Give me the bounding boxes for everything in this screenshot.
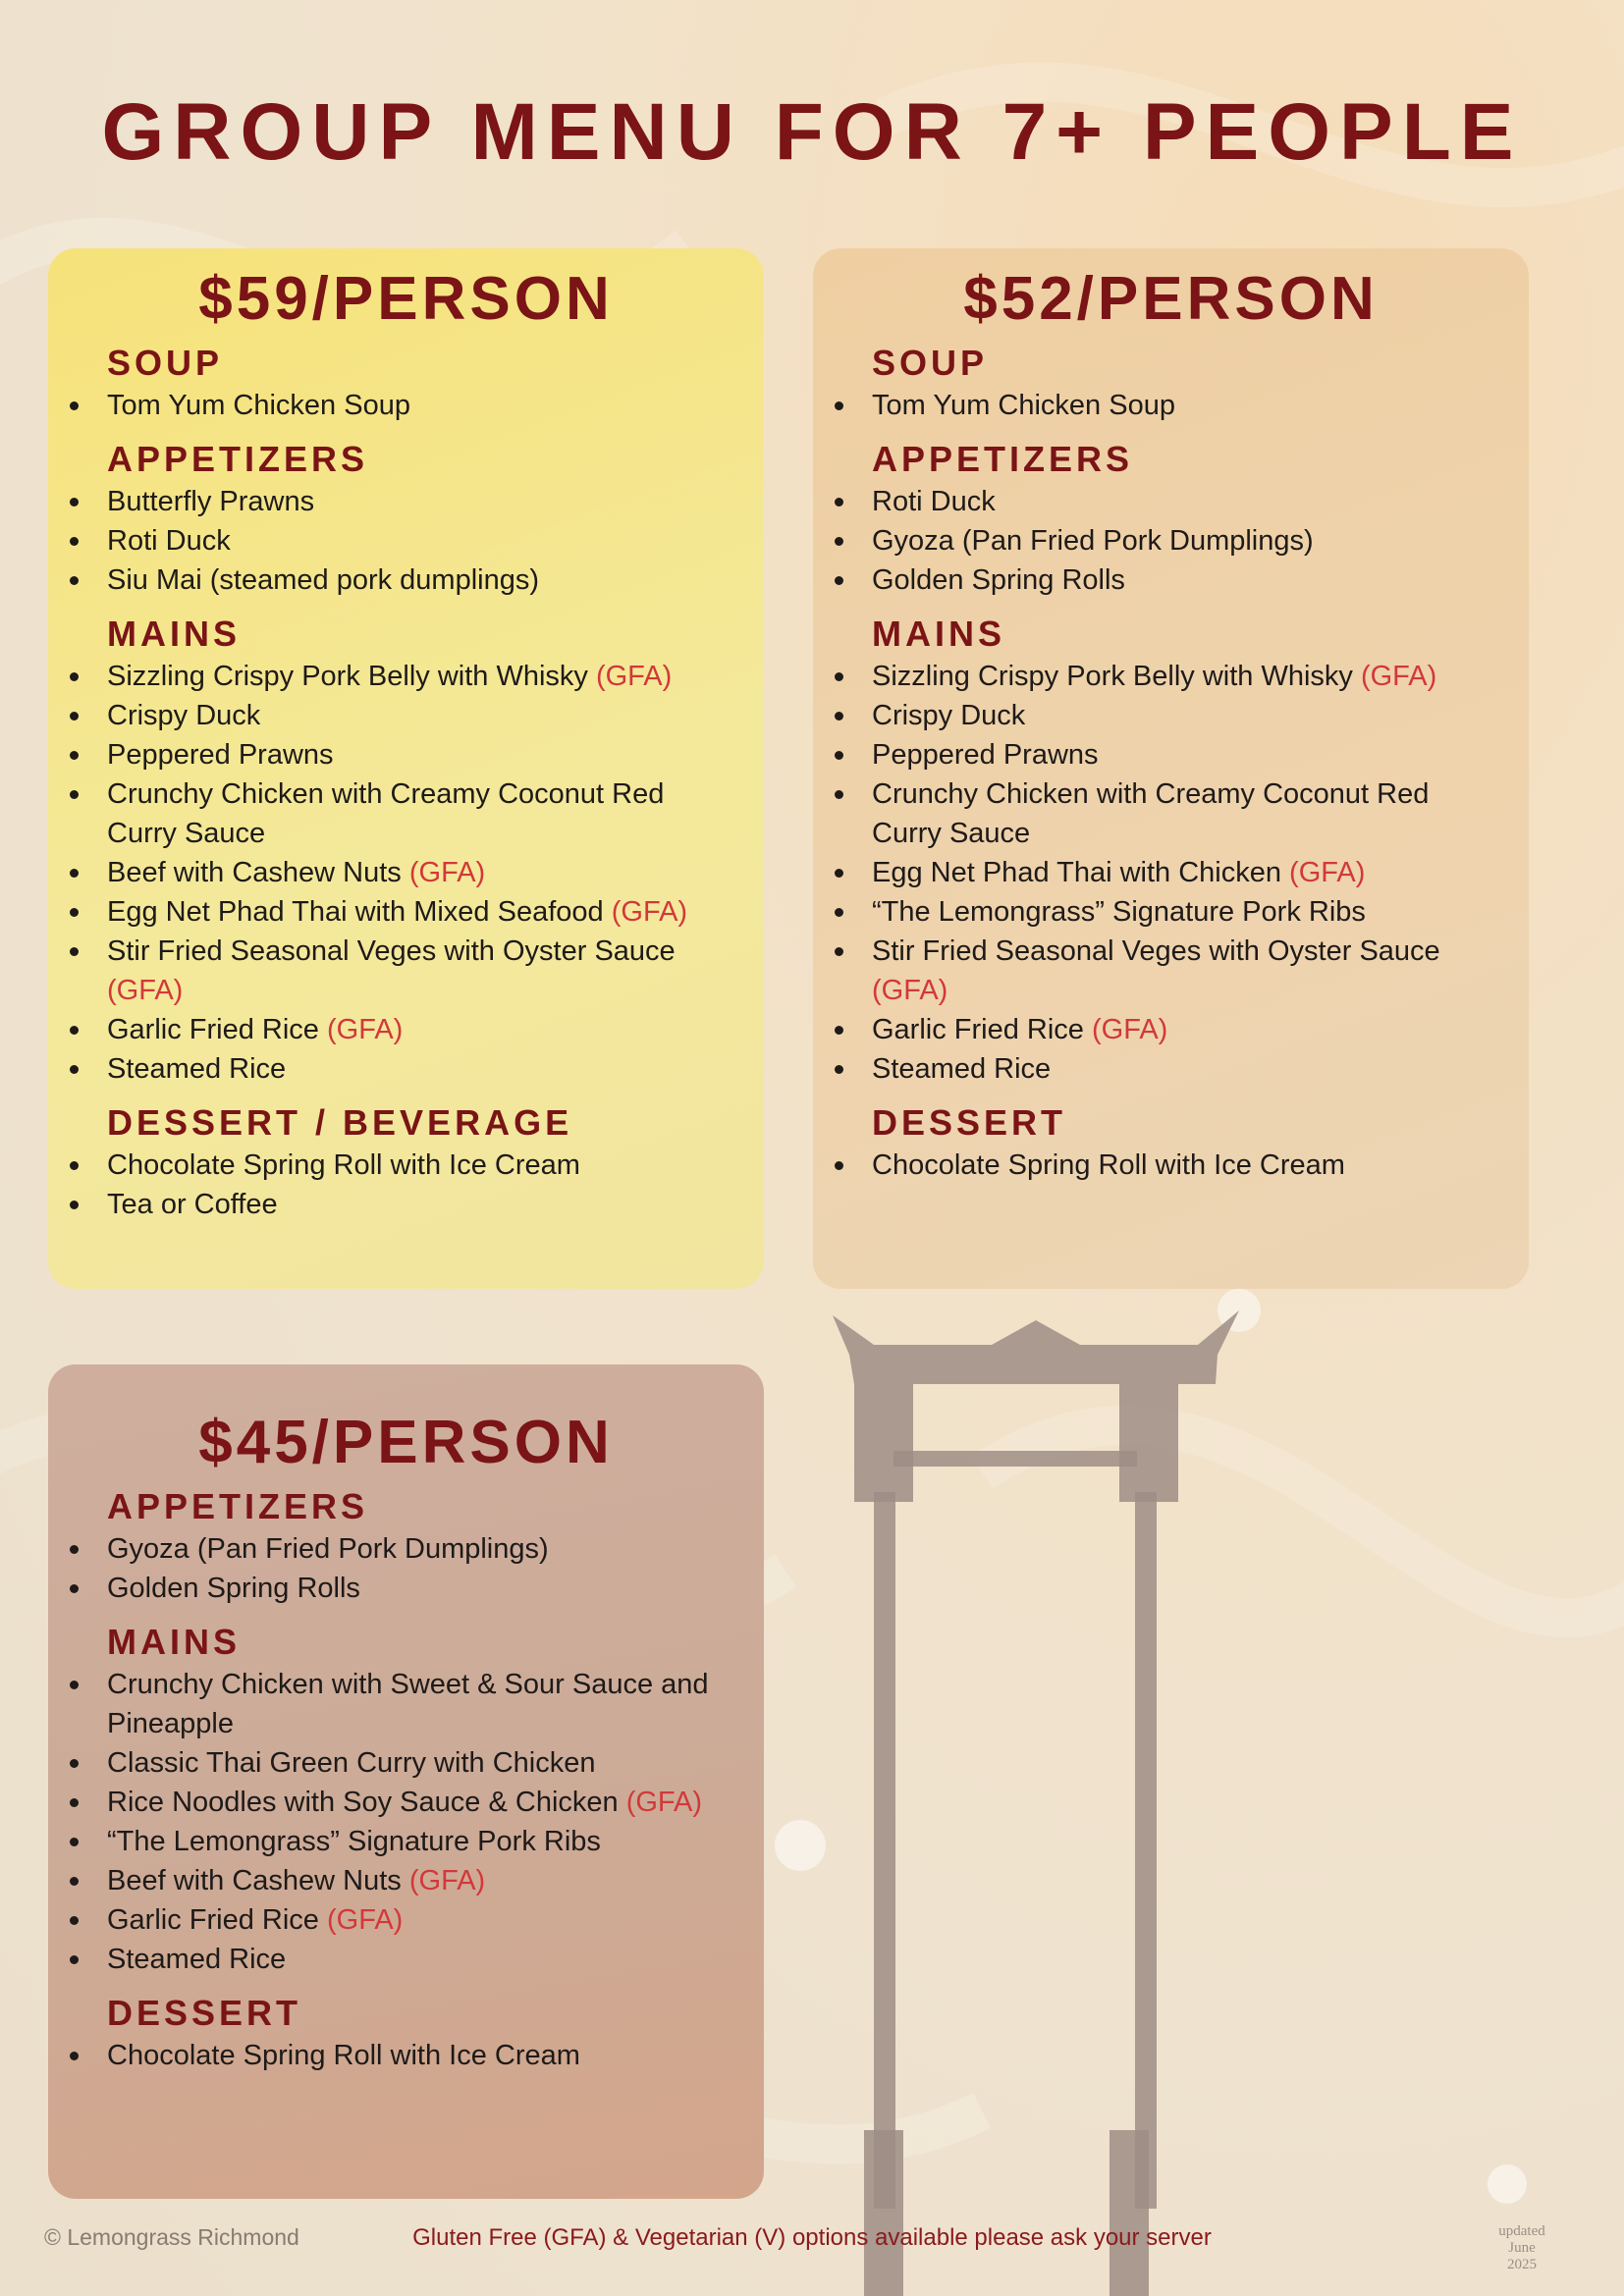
gfa-tag: (GFA) [595,661,673,692]
menu-item [872,1146,1489,1185]
gfa-tag: (GFA) [1289,857,1366,888]
menu-section [107,437,725,600]
menu-item [107,1049,725,1089]
menu-item-name: Golden Spring Rolls [107,1573,360,1604]
menu-item [107,1529,725,1569]
menu-item-list [872,386,1489,425]
gfa-tag: (GFA) [872,975,948,1006]
menu-item-name: Garlic Fried Rice [107,1014,319,1045]
menu-item [872,1049,1489,1089]
menu-item [872,657,1489,696]
menu-item [107,1010,725,1049]
menu-item-list [107,657,725,1089]
menu-item-list [107,386,725,425]
menu-section [107,341,725,425]
menu-item [107,561,725,600]
menu-card-59 [48,248,764,1289]
menu-item-name: Garlic Fried Rice [107,1904,319,1936]
section-title: DESSERT [872,1102,1067,1143]
menu-item [107,1665,725,1743]
menu-section [107,612,725,1089]
section-title: SOUP [107,343,224,383]
section-title: MAINS [872,614,1005,654]
page-title: GROUP MENU FOR 7+ PEOPLE [101,87,1523,177]
menu-item-name: Steamed Rice [872,1053,1052,1085]
menu-item-name: Sizzling Crispy Pork Belly with Whisky [872,661,1353,692]
menu-item-list [107,1665,725,1979]
gfa-tag: (GFA) [408,1865,486,1896]
menu-item-name: Roti Duck [872,486,996,517]
menu-item [107,735,725,774]
menu-item-name: Crunchy Chicken with Creamy Coconut Red Curry Sauce [872,778,1430,849]
menu-item [107,853,725,892]
menu-item [107,696,725,735]
gfa-tag: (GFA) [625,1787,703,1818]
menu-price: $45/PERSON [198,1409,614,1476]
menu-item-list [107,482,725,600]
menu-item [107,521,725,561]
gfa-tag: (GFA) [1360,661,1437,692]
menu-item [107,932,725,1010]
menu-item [872,521,1489,561]
menu-item [872,482,1489,521]
updated-stamp [1473,2223,1571,2273]
menu-section [872,437,1489,600]
gfa-tag: (GFA) [611,896,688,928]
menu-item-name: Sizzling Crispy Pork Belly with Whisky [107,661,588,692]
menu-item [107,774,725,853]
menu-item-name: Rice Noodles with Soy Sauce & Chicken [107,1787,619,1818]
giant-swing-illustration [815,1306,1257,2296]
menu-item [107,657,725,696]
menu-item [872,932,1489,1010]
menu-section [107,1620,725,1979]
menu-item [872,696,1489,735]
menu-item [107,386,725,425]
menu-item [107,482,725,521]
copyright-text: © Lemongrass Richmond [44,2224,299,2250]
menu-section [872,1100,1489,1185]
menu-section [872,612,1489,1089]
menu-item-name: Butterfly Prawns [107,486,315,517]
updated-month: June [1508,2240,1536,2256]
menu-item [107,1569,725,1608]
menu-item-name: Crispy Duck [872,700,1026,731]
menu-price: $59/PERSON [198,265,614,333]
menu-item-name: Classic Thai Green Curry with Chicken [107,1747,596,1779]
updated-year: 2025 [1507,2257,1537,2272]
gfa-tag: (GFA) [408,857,486,888]
menu-item-name: Crunchy Chicken with Sweet & Sour Sauce and Pineapple [107,1669,709,1739]
section-title: MAINS [107,1622,241,1662]
menu-item [107,1822,725,1861]
menu-item [107,1940,725,1979]
menu-item [107,1783,725,1822]
menu-item-name: Steamed Rice [107,1944,287,1975]
menu-item-name: “The Lemongrass” Signature Pork Ribs [872,896,1366,928]
menu-item-name: Stir Fried Seasonal Veges with Oyster Sauce [872,935,1440,967]
menu-item-list [872,657,1489,1089]
menu-item-list [872,482,1489,600]
menu-item [872,386,1489,425]
menu-item-name: Garlic Fried Rice [872,1014,1084,1045]
menu-item [872,774,1489,853]
menu-item [872,853,1489,892]
menu-price: $52/PERSON [963,265,1379,333]
menu-item [872,735,1489,774]
menu-item-name: Chocolate Spring Roll with Ice Cream [107,2040,580,2071]
section-title: DESSERT [107,1993,302,2033]
menu-item-name: Chocolate Spring Roll with Ice Cream [107,1149,580,1181]
section-title: APPETIZERS [107,439,369,479]
gfa-tag: (GFA) [327,1904,404,1936]
menu-item-name: Golden Spring Rolls [872,564,1125,596]
menu-item [107,892,725,932]
menu-item-name: Gyoza (Pan Fried Pork Dumplings) [107,1533,549,1565]
menu-item-name: Egg Net Phad Thai with Chicken [872,857,1281,888]
menu-item-name: Tom Yum Chicken Soup [107,390,410,421]
menu-item [107,1743,725,1783]
menu-item-name: “The Lemongrass” Signature Pork Ribs [107,1826,601,1857]
menu-item-name: Siu Mai (steamed pork dumplings) [107,564,540,596]
section-title: APPETIZERS [872,439,1134,479]
menu-item [107,1861,725,1900]
menu-item-name: Crispy Duck [107,700,261,731]
section-title: APPETIZERS [107,1486,369,1526]
menu-section [107,1100,725,1224]
menu-item [107,1146,725,1185]
menu-item-name: Peppered Prawns [872,739,1099,771]
menu-section [107,1991,725,2075]
gfa-tag: (GFA) [1092,1014,1168,1045]
menu-item-name: Beef with Cashew Nuts [107,1865,402,1896]
menu-item [107,1900,725,1940]
updated-label: updated [1498,2223,1545,2239]
menu-item-name: Stir Fried Seasonal Veges with Oyster Sauce [107,935,676,967]
menu-item-name: Tom Yum Chicken Soup [872,390,1175,421]
section-title: MAINS [107,614,241,654]
menu-item [107,1185,725,1224]
menu-item [872,1010,1489,1049]
menu-item [872,892,1489,932]
menu-item-list [107,2036,725,2075]
menu-item-name: Chocolate Spring Roll with Ice Cream [872,1149,1345,1181]
menu-section [872,341,1489,425]
menu-card-52 [813,248,1529,1289]
menu-item-name: Peppered Prawns [107,739,334,771]
menu-item [107,2036,725,2075]
menu-item-name: Roti Duck [107,525,231,557]
menu-item-list [107,1529,725,1608]
menu-item-name: Crunchy Chicken with Creamy Coconut Red Curry Sauce [107,778,665,849]
menu-item-name: Gyoza (Pan Fried Pork Dumplings) [872,525,1314,557]
menu-item [872,561,1489,600]
gfa-tag: (GFA) [327,1014,404,1045]
menu-item-list [107,1146,725,1224]
menu-card-45 [48,1364,764,2199]
menu-section [107,1484,725,1608]
menu-item-name: Tea or Coffee [107,1189,278,1220]
menu-item-name: Beef with Cashew Nuts [107,857,402,888]
menu-item-name: Egg Net Phad Thai with Mixed Seafood [107,896,604,928]
section-title: DESSERT / BEVERAGE [107,1102,573,1143]
menu-item-name: Steamed Rice [107,1053,287,1085]
gfa-tag: (GFA) [107,975,184,1006]
dietary-note: Gluten Free (GFA) & Vegetarian (V) options available please ask your server [412,2224,1212,2251]
section-title: SOUP [872,343,989,383]
menu-item-list [872,1146,1489,1185]
